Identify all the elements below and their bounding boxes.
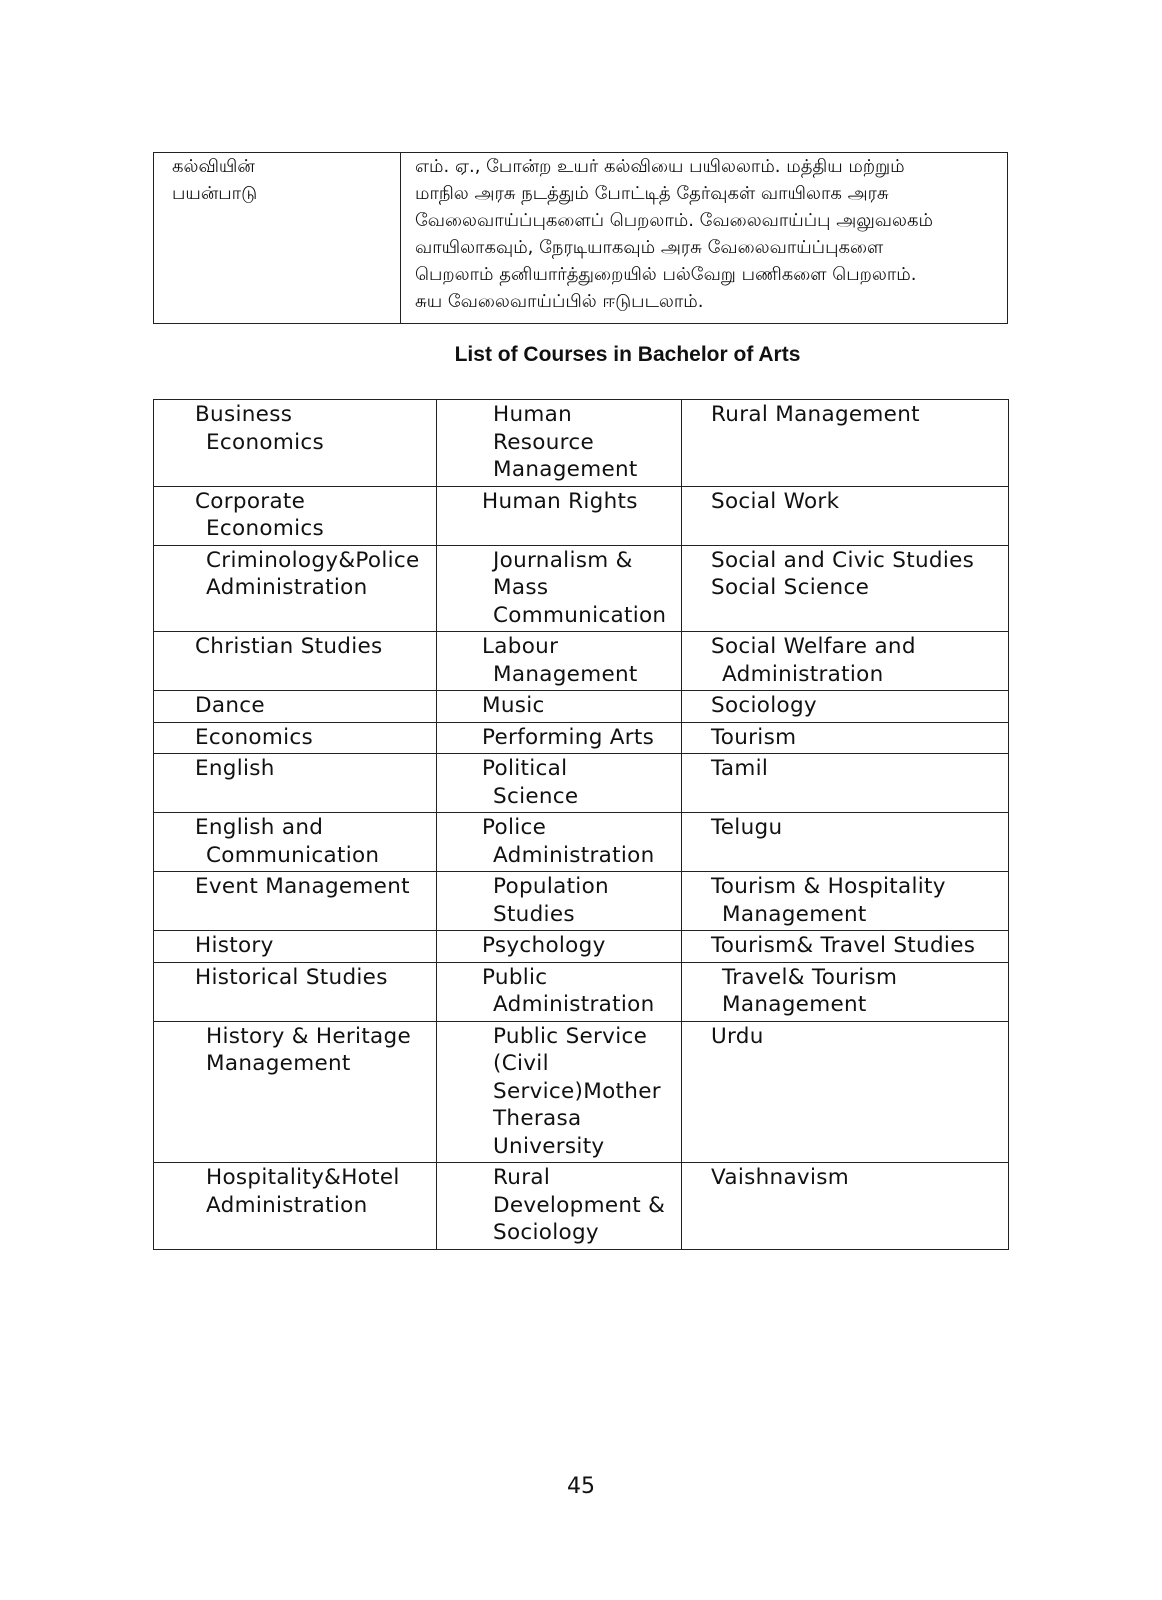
course-cell: [154, 1163, 437, 1250]
course-cell: [154, 872, 437, 931]
course-name-line: Tamil: [711, 756, 769, 781]
course-name-line: Historical Studies: [195, 964, 388, 990]
course-row: [154, 632, 1009, 691]
course-cell: [682, 1163, 1009, 1250]
course-name-line: Rural: [493, 1165, 551, 1190]
course-name-line: Event Management: [195, 874, 410, 899]
course-name-line: Administration: [206, 575, 368, 600]
course-name-line: Performing Arts: [482, 724, 655, 750]
course-row: [154, 872, 1009, 931]
course-name-line: Urdu: [711, 1023, 764, 1049]
course-name-line: Public Service: [493, 1023, 648, 1049]
course-name-line: Travel& Tourism: [722, 964, 898, 990]
course-cell: [154, 691, 437, 723]
course-name-line: Population: [493, 874, 609, 899]
course-cell: [154, 486, 437, 545]
course-name-line: Communication: [206, 842, 380, 868]
course-name-line: Corporate: [195, 488, 306, 514]
course-name-line: Police: [482, 815, 547, 840]
course-row: [154, 722, 1009, 754]
usage-label-line: பயன்பாடு: [172, 183, 258, 204]
course-name-line: University: [493, 1133, 605, 1159]
course-name-line: Public: [482, 964, 548, 990]
course-cell: [682, 1021, 1009, 1163]
course-cell: [682, 962, 1009, 1021]
course-name-line: Human: [493, 402, 573, 427]
course-row: [154, 691, 1009, 723]
course-cell: [682, 754, 1009, 813]
course-name-line: Vaishnavism: [711, 1165, 849, 1190]
course-name-line: Service)Mother: [493, 1078, 661, 1104]
course-cell: [437, 545, 682, 632]
course-cell: [154, 545, 437, 632]
course-name-line: Studies: [493, 901, 575, 927]
course-row: [154, 931, 1009, 963]
course-name-line: Management: [722, 992, 867, 1017]
course-cell: [682, 545, 1009, 632]
usage-description-line: மாநில அரசு நடத்தும் போட்டித் தேர்வுகள் வாயிலாக அரசு: [415, 183, 889, 204]
course-cell: [682, 872, 1009, 931]
course-name-line: Telugu: [711, 815, 783, 840]
course-name-line: Social and Civic Studies: [711, 547, 975, 573]
course-row: [154, 1021, 1009, 1163]
course-name-line: Mass: [493, 575, 549, 600]
course-name-line: (Civil: [493, 1051, 549, 1076]
course-cell: [682, 486, 1009, 545]
course-cell: [154, 722, 437, 754]
usage-row: [154, 153, 1008, 324]
course-name-line: Social Welfare and: [711, 634, 916, 659]
course-cell: [682, 691, 1009, 723]
course-name-line: Human Rights: [482, 488, 638, 514]
course-name-line: Tourism & Hospitality: [711, 874, 946, 899]
course-name-line: Administration: [493, 842, 655, 868]
course-cell: [154, 931, 437, 963]
course-cell: [154, 632, 437, 691]
course-cell: [437, 1163, 682, 1250]
course-name-line: Hospitality&Hotel: [206, 1165, 400, 1190]
usage-description-line: வாயிலாகவும், நேரடியாகவும் அரசு வேலைவாய்ப்புகளை: [415, 237, 884, 258]
course-name-line: English: [195, 756, 275, 781]
course-name-line: Psychology: [482, 933, 606, 958]
usage-label-cell: [154, 153, 401, 324]
course-cell: [437, 400, 682, 487]
course-name-line: Criminology&Police: [206, 547, 420, 573]
course-cell: [682, 813, 1009, 872]
course-cell: [437, 872, 682, 931]
course-cell: [437, 813, 682, 872]
course-name-line: Management: [722, 901, 867, 927]
course-cell: [682, 632, 1009, 691]
usage-table: [153, 152, 1008, 324]
course-name-line: Social Work: [711, 488, 840, 514]
course-cell: [154, 754, 437, 813]
usage-label-line: கல்வியின்: [172, 156, 255, 177]
course-name-line: History: [195, 933, 274, 958]
course-row: [154, 1163, 1009, 1250]
course-name-line: Management: [206, 1051, 351, 1076]
page-number: 45: [567, 1474, 595, 1499]
course-name-line: Development &: [493, 1192, 666, 1218]
course-row: [154, 754, 1009, 813]
course-name-line: Tourism& Travel Studies: [711, 933, 976, 958]
course-cell: [682, 400, 1009, 487]
course-cell: [154, 813, 437, 872]
course-name-line: Administration: [493, 992, 655, 1017]
course-name-line: Management: [493, 661, 638, 687]
course-name-line: Dance: [195, 693, 265, 718]
course-name-line: Sociology: [711, 693, 817, 718]
course-cell: [682, 931, 1009, 963]
course-name-line: Administration: [722, 661, 884, 687]
usage-description-line: எம். ஏ., போன்ற உயர் கல்வியை பயிலலாம். மத்திய மற்றும்: [415, 156, 905, 177]
course-name-line: Administration: [206, 1192, 368, 1218]
course-name-line: Rural Management: [711, 402, 920, 427]
course-cell: [154, 1021, 437, 1163]
course-name-line: Music: [482, 693, 545, 718]
course-cell: [437, 486, 682, 545]
course-name-line: Business: [195, 402, 293, 427]
course-row: [154, 545, 1009, 632]
course-cell: [682, 722, 1009, 754]
course-cell: [154, 400, 437, 487]
usage-description-cell: [401, 153, 1008, 324]
course-name-line: Science: [493, 783, 579, 809]
course-row: [154, 400, 1009, 487]
course-cell: [437, 722, 682, 754]
course-name-line: Labour: [482, 634, 559, 659]
course-name-line: Therasa: [493, 1106, 582, 1131]
usage-description-line: சுய வேலைவாய்ப்பில் ஈடுபடலாம்.: [415, 291, 704, 312]
course-row: [154, 962, 1009, 1021]
course-name-line: Economics: [195, 724, 313, 750]
course-cell: [437, 962, 682, 1021]
course-cell: [437, 1021, 682, 1163]
course-name-line: Sociology: [493, 1220, 599, 1245]
course-name-line: Economics: [206, 429, 324, 455]
course-name-line: Economics: [206, 516, 324, 541]
course-cell: [437, 754, 682, 813]
course-name-line: Social Science: [711, 575, 870, 600]
course-name-line: Tourism: [711, 724, 797, 750]
list-title: List of Courses in Bachelor of Arts: [454, 343, 801, 366]
course-name-line: Management: [493, 457, 638, 482]
course-name-line: Communication: [493, 602, 667, 628]
course-name-line: Journalism &: [493, 547, 633, 573]
course-row: [154, 813, 1009, 872]
course-cell: [437, 691, 682, 723]
course-name-line: Political: [482, 756, 568, 781]
course-name-line: Resource: [493, 429, 594, 455]
course-cell: [437, 632, 682, 691]
usage-description-line: வேலைவாய்ப்புகளைப் பெறலாம். வேலைவாய்ப்பு அலுவலகம்: [415, 210, 933, 231]
course-name-line: History & Heritage: [206, 1023, 412, 1049]
course-table: [153, 399, 1009, 1250]
course-cell: [437, 931, 682, 963]
course-name-line: English and: [195, 815, 324, 840]
course-name-line: Christian Studies: [195, 634, 383, 659]
usage-description-line: பெறலாம் தனியார்த்துறையில் பல்வேறு பணிகளை பெறலாம்.: [415, 264, 917, 285]
course-cell: [154, 962, 437, 1021]
course-row: [154, 486, 1009, 545]
